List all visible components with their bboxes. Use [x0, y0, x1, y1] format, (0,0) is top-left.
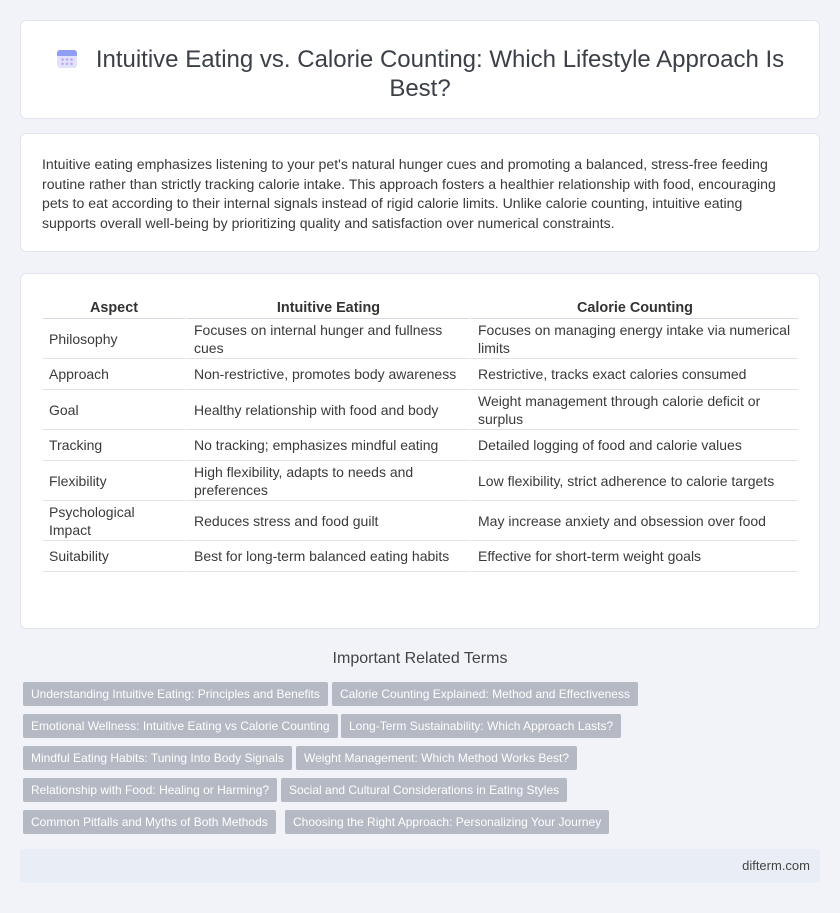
row-calorie: Focuses on managing energy intake via numerical limits [469, 319, 798, 359]
footer-site[interactable]: difterm.com [742, 858, 810, 873]
row-calorie: May increase anxiety and obsession over food [469, 501, 798, 541]
related-tag[interactable]: Calorie Counting Explained: Method and Effectiveness [332, 682, 638, 706]
row-calorie: Weight management through calorie deficit or surplus [469, 390, 798, 430]
row-intuitive: Reduces stress and food guilt [185, 501, 469, 541]
row-aspect: Psychological Impact [43, 501, 185, 541]
title-wrap [21, 45, 819, 103]
related-tag[interactable]: Weight Management: Which Method Works Best? [296, 746, 577, 770]
row-aspect: Flexibility [43, 461, 185, 501]
related-tag[interactable]: Relationship with Food: Healing or Harming? [23, 778, 277, 802]
row-calorie: Effective for short-term weight goals [469, 541, 798, 572]
row-aspect: Philosophy [43, 319, 185, 359]
related-tag[interactable]: Emotional Wellness: Intuitive Eating vs Calorie Counting [23, 714, 338, 738]
table-row [43, 359, 798, 390]
table-row [43, 501, 798, 541]
related-tag[interactable]: Understanding Intuitive Eating: Principles and Benefits [23, 682, 328, 706]
row-aspect: Approach [43, 359, 185, 390]
row-aspect: Suitability [43, 541, 185, 572]
row-intuitive: Focuses on internal hunger and fullness cues [185, 319, 469, 359]
page-title: Intuitive Eating vs. Calorie Counting: Which Lifestyle Approach Is Best? [95, 46, 785, 102]
footer [20, 849, 820, 883]
row-aspect: Tracking [43, 430, 185, 461]
table-header-row [43, 296, 798, 319]
header-calorie-counting: Calorie Counting [469, 296, 798, 319]
related-tag[interactable]: Mindful Eating Habits: Tuning Into Body Signals [23, 746, 292, 770]
table-row [43, 430, 798, 461]
row-intuitive: No tracking; emphasizes mindful eating [185, 430, 469, 461]
row-calorie: Detailed logging of food and calorie values [469, 430, 798, 461]
row-intuitive: Best for long-term balanced eating habits [185, 541, 469, 572]
related-tag[interactable]: Common Pitfalls and Myths of Both Methods [23, 810, 276, 834]
comparison-card [20, 273, 820, 629]
intro-paragraph: Intuitive eating emphasizes listening to your pet's natural hunger cues and promoting a balanced, stress-free feeding routine rather than strictly tracking calorie intake. This approach fosters a healthier relationship with food, encouraging pets to eat according to their internal signals instead of rigid calorie limits. Unlike calorie counting, intuitive eating supports overall well-being by prioritizing quality and satisfaction over numerical constraints. [42, 156, 776, 231]
intro-card [20, 133, 820, 252]
header-intuitive-eating: Intuitive Eating [185, 296, 469, 319]
related-tag[interactable]: Social and Cultural Considerations in Eating Styles [281, 778, 567, 802]
table-row [43, 461, 798, 501]
row-calorie: Low flexibility, strict adherence to calorie targets [469, 461, 798, 501]
related-tag[interactable]: Long-Term Sustainability: Which Approach Lasts? [341, 714, 621, 738]
related-terms-title: Important Related Terms [332, 650, 508, 667]
row-calorie: Restrictive, tracks exact calories consumed [469, 359, 798, 390]
row-intuitive: High flexibility, adapts to needs and preferences [185, 461, 469, 501]
row-aspect: Goal [43, 390, 185, 430]
title-card [20, 20, 820, 119]
related-tag[interactable]: Choosing the Right Approach: Personalizing Your Journey [285, 810, 609, 834]
table-row [43, 541, 798, 572]
comparison-table [43, 296, 798, 572]
row-intuitive: Non-restrictive, promotes body awareness [185, 359, 469, 390]
calendar-icon [56, 47, 78, 69]
table-row [43, 319, 798, 359]
header-aspect: Aspect [43, 296, 185, 319]
row-intuitive: Healthy relationship with food and body [185, 390, 469, 430]
table-row [43, 390, 798, 430]
